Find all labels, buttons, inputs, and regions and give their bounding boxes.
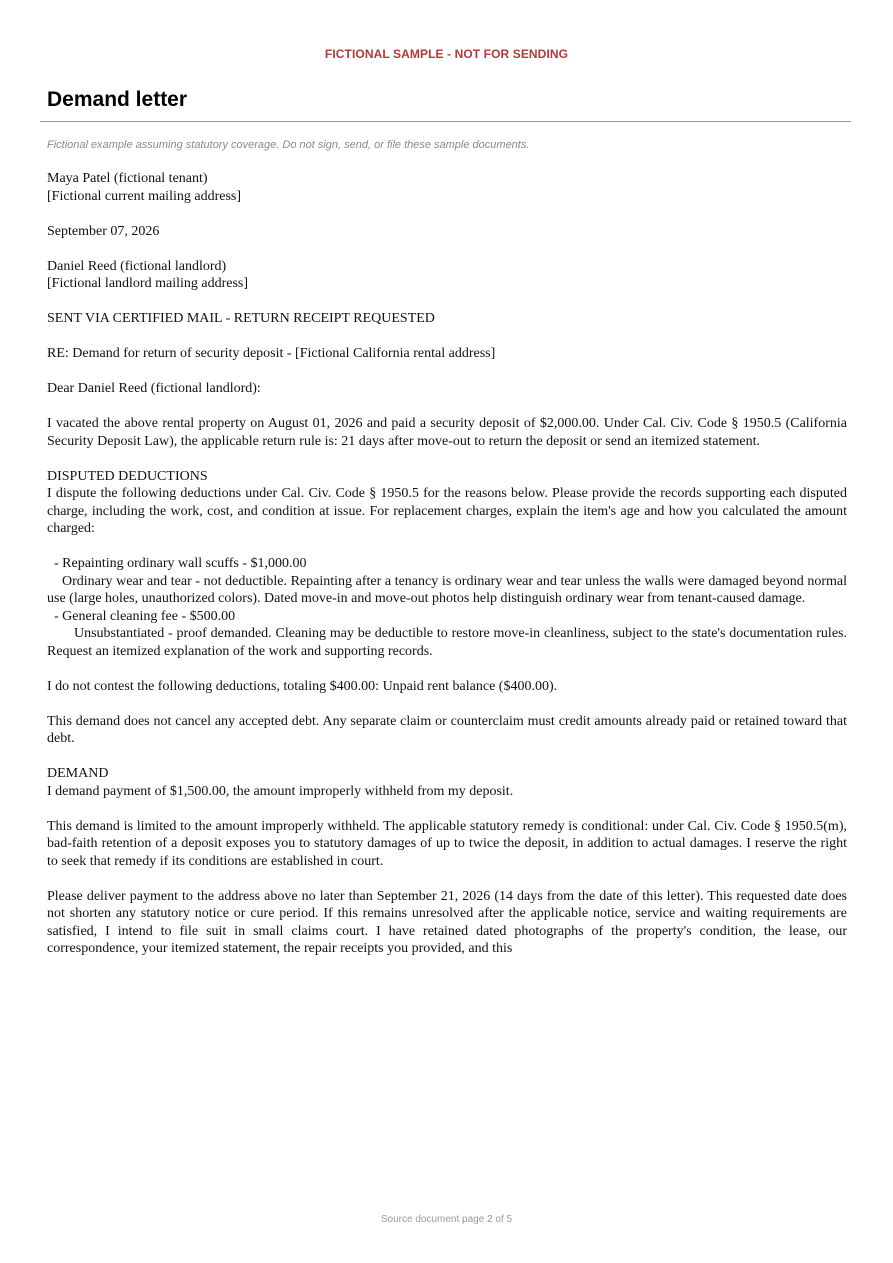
disputed-intro: I dispute the following deductions under Cal. Civ. Code § 1950.5 for the reasons below. Please provide the records supporting each disputed charge, including the work, cost, and condition at issue. For replacement charges, explain the item's age and how you calculated the amount charged: [47,486,847,536]
sample-banner: FICTIONAL SAMPLE - NOT FOR SENDING [324,47,569,61]
sender-address: [Fictional current mailing address] [47,188,241,204]
letter-date: September 07, 2026 [47,223,160,239]
page-title: Demand letter [47,88,188,111]
deduction-item-label: - General cleaning fee - $500.00 [54,608,236,624]
delivery-method: SENT VIA CERTIFIED MAIL - RETURN RECEIPT REQUESTED [47,311,435,326]
recipient-name: Daniel Reed (fictional landlord) [47,258,227,274]
deduction-item-reason: Ordinary wear and tear - not deductible. Repainting after a tenancy is ordinary wear and tear unless the walls were damaged beyond normal use (large holes, unauthorized colors). Dated move-in and move-out photos help distinguish ordinary wear from tenant-caused damage. [47,573,847,606]
demand-paragraph: I demand payment of $1,500.00, the amount improperly withheld from my deposit. [47,783,514,799]
uncontested-paragraph: I do not contest the following deductions, totaling $400.00: Unpaid rent balance ($400.00). [47,678,558,694]
demand-heading: DEMAND [47,766,109,781]
letter-body [47,170,847,975]
debt-note-paragraph: This demand does not cancel any accepted debt. Any separate claim or counterclaim must credit amounts already paid or retained toward that debt. [47,713,847,746]
payment-paragraph: Please deliver payment to the address above no later than September 21, 2026 (14 days from the date of this letter). This requested date does not shorten any statutory notice or cure period. If this remains unresolved after the applicable notice, service and waiting requirements are satisfied, I intend to file suit in small claims court. I have retained dated photographs of the property's condition, the lease, our correspondence, your itemized statement, the repair receipts you provided, and this [47,888,847,956]
intro-paragraph: I vacated the above rental property on August 01, 2026 and paid a security deposit of $2,000.00. Under Cal. Civ. Code § 1950.5 (California Security Deposit Law), the applicable return rule is: 21 days after move-out to return the deposit or send an itemized statement. [47,416,847,449]
deduction-item-reason: Unsubstantiated - proof demanded. Cleaning may be deductible to restore move-in cleanliness, subject to the state's documentation rules. Request an itemized explanation of the work and supporting records. [47,626,847,659]
remedy-paragraph: This demand is limited to the amount improperly withheld. The applicable statutory remedy is conditional: under Cal. Civ. Code § 1950.5(m), bad-faith retention of a deposit exposes you to statutory damages of up to twice the deposit, in addition to actual damages. I reserve the right to seek that remedy if its conditions are established in court. [47,818,847,869]
subject-line: RE: Demand for return of security deposit - [Fictional California rental address] [47,346,496,361]
sender-block [47,170,847,205]
page-footer: Source document page 2 of 5 [380,1214,513,1225]
disclaimer: Fictional example assuming statutory coverage. Do not sign, send, or file these sample documents. [47,139,530,151]
deduction-item-label: - Repainting ordinary wall scuffs - $1,000.00 [54,556,307,571]
sender-name: Maya Patel (fictional tenant) [47,171,208,186]
recipient-address: [Fictional landlord mailing address] [47,276,249,291]
title-divider [40,121,851,122]
recipient-block [47,258,847,293]
salutation: Dear Daniel Reed (fictional landlord): [47,381,261,396]
disputed-heading: DISPUTED DEDUCTIONS [47,468,208,484]
